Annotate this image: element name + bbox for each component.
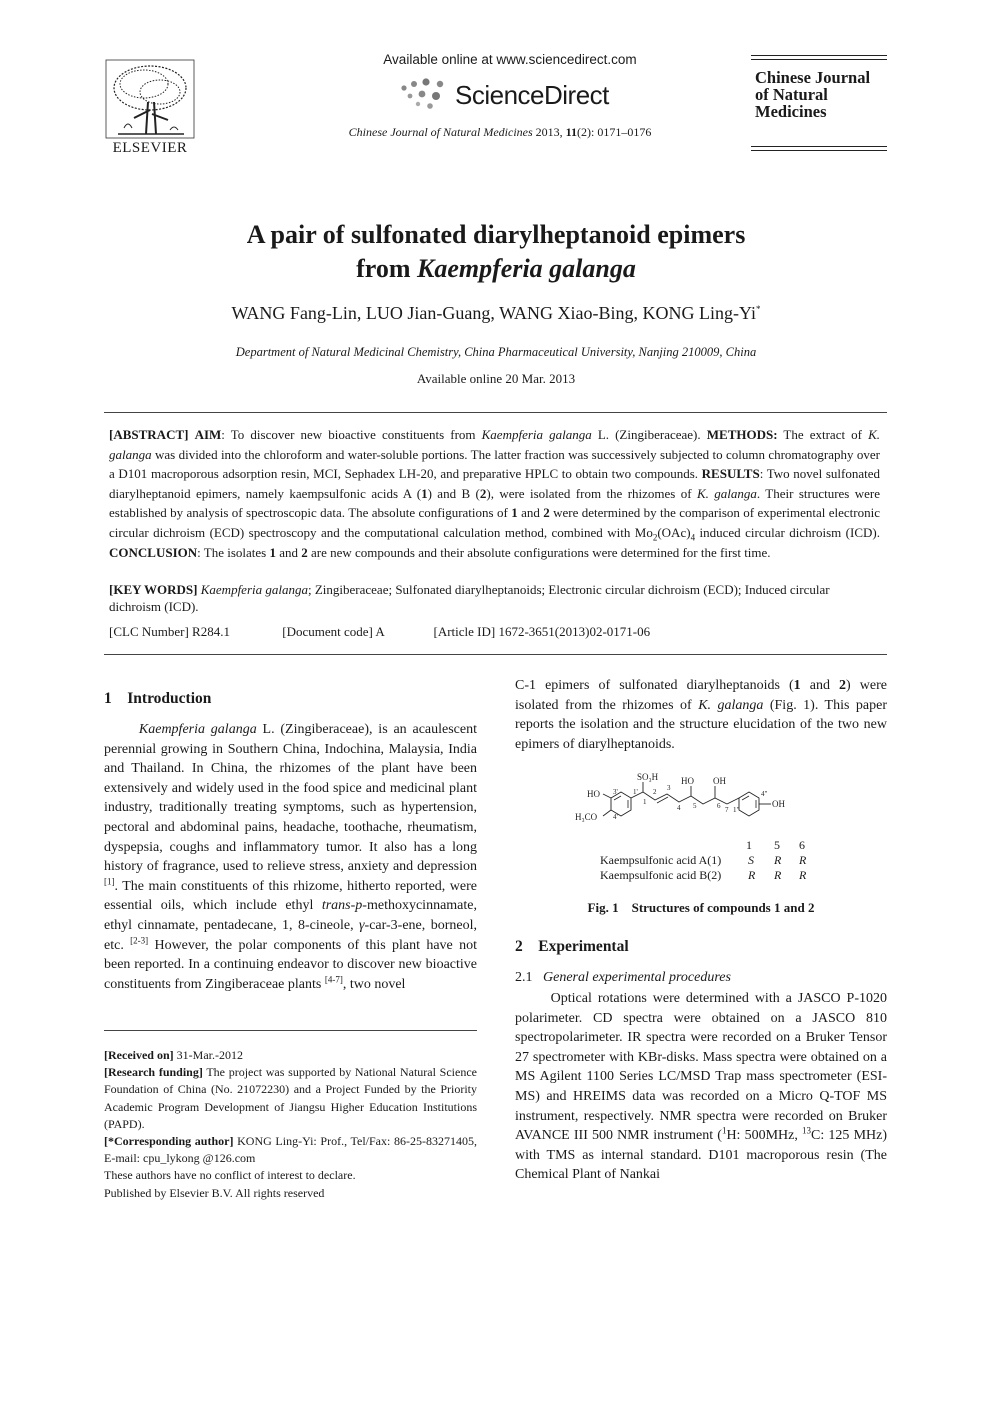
atom-7: 7 <box>725 806 729 814</box>
article-identifiers <box>109 624 880 640</box>
corresponding-author-note: [*Corresponding author] KONG Ling-Yi: Prof., Tel/Fax: 86-25-83271405, E-mail: cpu_lykong @126.com <box>104 1134 477 1166</box>
row-b-c6: R <box>799 868 807 882</box>
publisher-name: ELSEVIER <box>112 140 188 156</box>
sciencedirect-wordmark[interactable]: ScienceDirect <box>455 80 609 110</box>
section-heading-experimental: 2 Experimental <box>515 938 629 955</box>
oh-c5-label: HO <box>681 776 694 786</box>
so3h-label: SO₃H <box>637 772 659 782</box>
ref-4-7[interactable]: [4-7] <box>324 974 343 985</box>
row-b-c5: R <box>774 868 782 882</box>
atom-4prime: 4' <box>613 813 618 821</box>
row-a-name: Kaempsulfonic acid A(1) <box>600 853 722 867</box>
citation-volume: 11 <box>565 125 577 139</box>
funding-note: [Research funding] The project was supported by National Natural Science Foundation of China (No. 21072230) and a Project Funded by the Priority Academic Program Development of Jiangsu Higher Education Institutions (PAPD). <box>104 1065 477 1131</box>
atom-6: 6 <box>717 802 721 810</box>
publisher-note: Published by Elsevier B.V. All rights reserved <box>104 1185 325 1200</box>
header-c5: 5 <box>774 838 780 852</box>
title-line-2: from Kaempferia galanga <box>356 254 636 283</box>
h3co-label: H₃CO <box>575 812 598 822</box>
header-c6: 6 <box>799 838 805 852</box>
configuration-table <box>600 838 830 888</box>
available-online-url[interactable]: Available online at www.sciencedirect.com <box>383 52 637 67</box>
row-a-c5: R <box>774 853 782 867</box>
document-code: [Document code] A <box>282 624 385 639</box>
citation-issue-pages: (2): 0171–0176 <box>577 125 652 139</box>
received-note: [Received on] 31-Mar.-2012 <box>104 1048 243 1062</box>
atom-1: 1 <box>643 798 647 806</box>
citation-journal: Chinese Journal of Natural Medicines <box>348 125 533 139</box>
article-title <box>0 218 992 286</box>
abstract-bottom-rule <box>104 654 887 655</box>
row-a-c6: R <box>799 853 807 867</box>
abstract-top-rule <box>104 412 887 413</box>
oh-c6-label: OH <box>713 776 726 786</box>
footnotes <box>104 1047 477 1202</box>
clc-number: [CLC Number] R284.1 <box>109 624 230 639</box>
abstract: [ABSTRACT] AIM: To discover new bioactive constituents from Kaempferia galanga L. (Zingiberaceae). METHODS: The extract of K. galanga was divided into the chloroform and water-soluble portions. The latter fraction was successively subjected to column chromatography over a D101 macroporous adsorption resin, MCI, Sephadex LH-20, and preparative HPLC to obtain two compounds. RESULTS: Two novel sulfonated diarylheptanoid epimers, namely kaempsulfonic acids A (1) and B (2), were isolated from the rhizomes of K. galanga. Their structures were established by analysis of spectroscopic data. The absolute configurations of 1 and 2 were determined by the comparison of experimental electronic circular dichroism (ECD) spectroscopy and the computational calculation method, combined with $Mo_2(OAc)_4$ induced circular dichroism (ICD). CONCLUSION: The isolates 1 and 2 are new compounds and their absolute configurations were determined for the first time. <box>109 427 881 560</box>
introduction-paragraph: Kaempferia galanga L. (Zingiberaceae), is an acaulescent perennial growing in Southern China, Indochina, Malaysia, India and Thailand. In China, the rhizomes of the plant have been extensively and widely used in the food spice and medicinal plant industry, traditionally treating symptoms, such as hypertension, pectoral and abdominal pains, headache, toothache, rheumatism, dyspepsia, coughs and inflammatory tumor. It also has a long history of fragrance, used to relieve stress, anxiety and depression [1]. The main constituents of this rhizome, hitherto reported, were essential oils, which include ethyl trans-p-methoxycinnamate, ethyl cinnamate, pentadecane, 1, 8-cineole, γ-car-3-ene, borneol, etc. [2-3] However, the polar components of this plant have not been reported. In a continuing endeavor to discover new bioactive constituents from Zingiberaceae plants [4-7], two novel <box>104 722 477 992</box>
header-c1: 1 <box>746 838 752 852</box>
footnote-rule <box>104 1030 477 1031</box>
ho-left-label: HO <box>587 789 600 799</box>
corresponding-mark: * <box>756 304 761 314</box>
atom-5: 5 <box>693 802 697 810</box>
row-b-name: Kaempsulfonic acid B(2) <box>600 868 722 882</box>
ref-1[interactable]: [1] <box>104 876 115 887</box>
chemical-structure-diagram <box>565 770 845 840</box>
conflict-note: These authors have no conflict of interest to declare. <box>104 1168 356 1183</box>
article-id: [Article ID] 1672-3651(2013)02-0171-06 <box>433 624 651 639</box>
title-line-1: A pair of sulfonated diarylheptanoid epimers <box>246 220 746 249</box>
subsection-heading: 2.1 General experimental procedures <box>515 970 731 985</box>
atom-4dprime: 4" <box>761 790 768 798</box>
oh-right-label: OH <box>772 799 785 809</box>
atom-4: 4 <box>677 804 681 812</box>
citation-year: 2013, <box>535 125 563 139</box>
ref-2-3[interactable]: [2-3] <box>130 934 149 945</box>
section-heading-introduction: 1 Introduction <box>104 690 212 707</box>
atom-3: 3 <box>667 784 671 792</box>
atom-1dprime: 1" <box>733 806 740 814</box>
journal-name: Chinese Journal of Natural Medicines <box>755 68 871 121</box>
atom-1prime: 1' <box>633 788 638 796</box>
author-list: WANG Fang-Lin, LUO Jian-Guang, WANG Xiao-Bing, KONG Ling-Yi* <box>231 303 761 323</box>
affiliation: Department of Natural Medicinal Chemistry, China Pharmaceutical University, Nanjing 210009, China <box>235 345 757 359</box>
journal-masthead <box>751 55 887 153</box>
row-b-c1: R <box>748 868 756 882</box>
figure-caption: Fig. 1 Structures of compounds 1 and 2 <box>587 900 815 915</box>
row-a-c1: S <box>748 853 754 867</box>
atom-2: 2 <box>653 788 657 796</box>
journal-citation <box>290 125 710 140</box>
intro-continuation: C-1 epimers of sulfonated diarylheptanoids (1 and 2) were isolated from the rhizomes of K. galanga (Fig. 1). This paper reports the isolation and the structure elucidation of the two new epimers of diarylheptanoids. <box>515 678 887 752</box>
experimental-paragraph: Optical rotations were determined with a JASCO P-1020 polarimeter. CD spectra were obtained on a JASCO 810 spectropolarimeter. IR spectra were recorded on a Bruker Tensor 27 spectrometer with KBr-disks. Mass spectra were obtained on a MS Agilent 1100 Series LC/MSD Trap mass spectrometer (ESI-MS) and HREIMS data was recorded on a Micro Q-TOF MS instrument, respectively. NMR spectra were recorded on Bruker AVANCE III 500 NMR instrument ($^1$H: 500MHz, $^{13}$C: 125 MHz) with TMS as internal standard. D101 macroporous resin (The Chemical Plant of Nankai <box>515 991 888 1183</box>
keywords: [KEY WORDS] Kaempferia galanga; Zingiberaceae; Sulfonated diarylheptanoids; Electronic circular dichroism (ECD); Induced circular dichroism (ICD). <box>109 582 830 614</box>
available-online-date: Available online 20 Mar. 2013 <box>416 371 576 386</box>
atom-3prime: 3' <box>613 788 618 796</box>
